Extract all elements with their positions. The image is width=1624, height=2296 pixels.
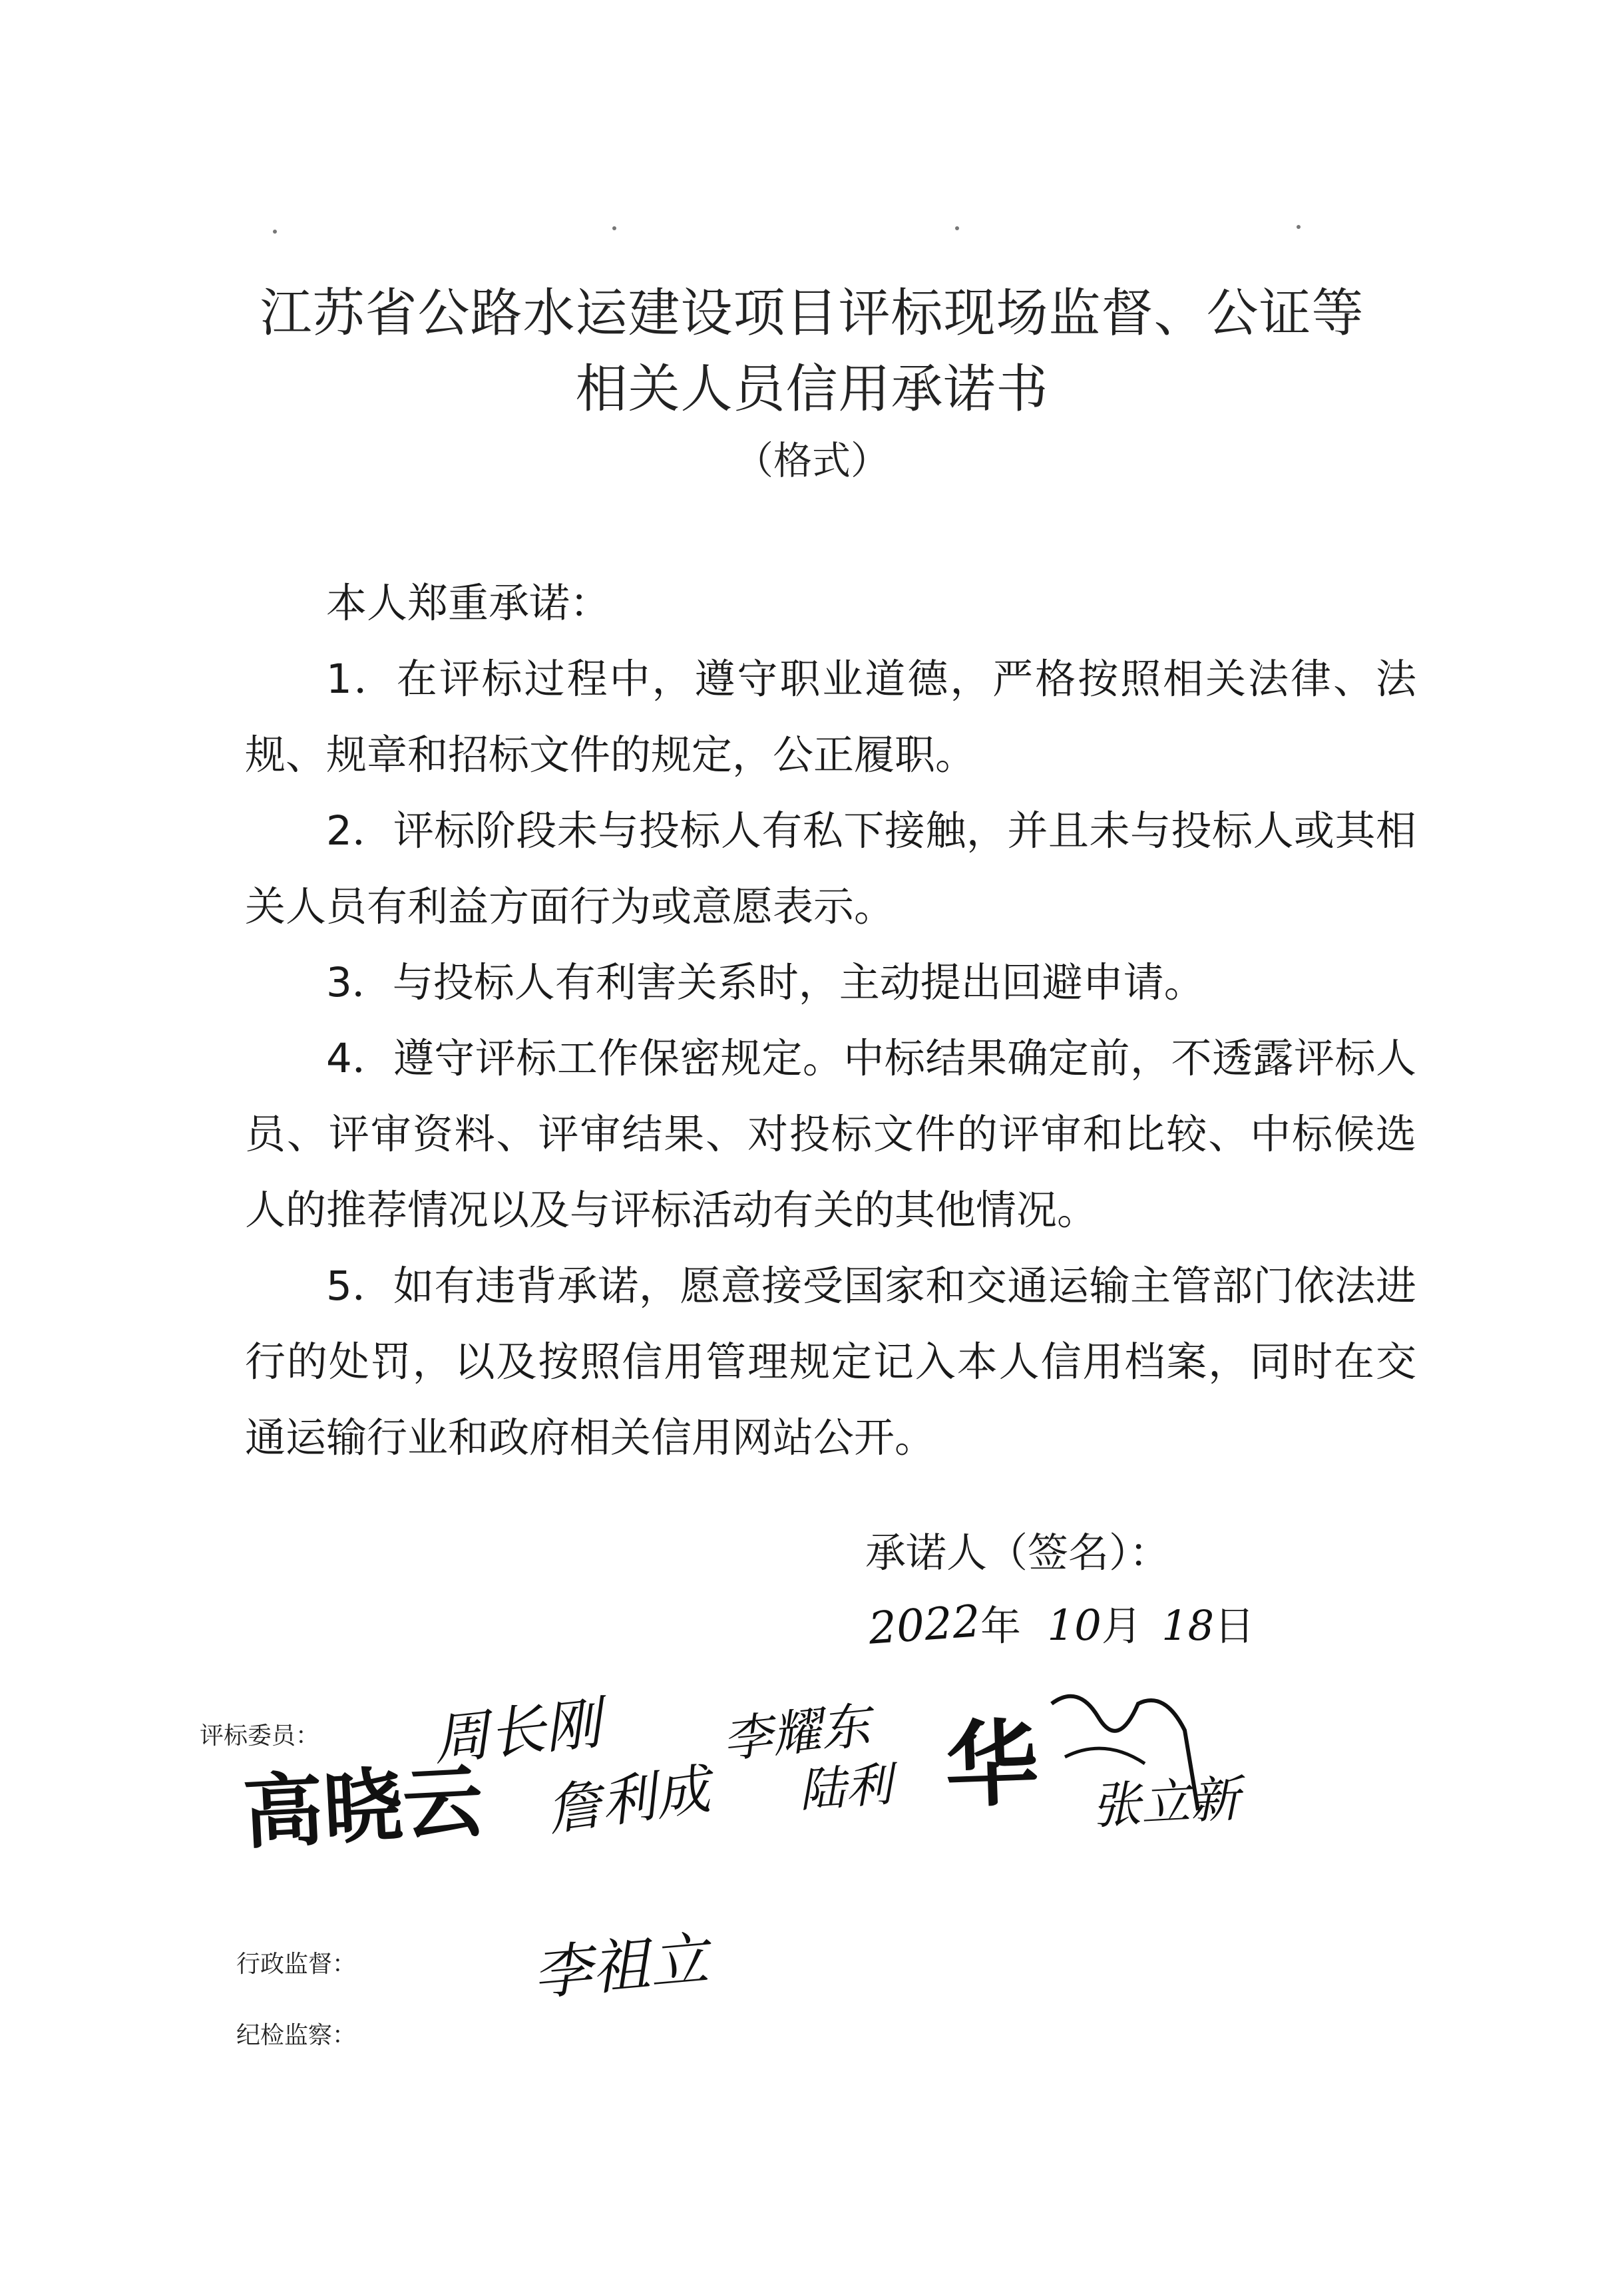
committee-signature-5: 陆利 (797, 1757, 895, 1818)
commitment-item-4: 4．遵守评标工作保密规定。中标结果确定前，不透露评标人员、评审资料、评审结果、对投标文件的评审和比较、中标候选人的推荐情况以及与评标活动有关的其他情况。 (245, 1035, 1416, 1234)
scan-dot (273, 230, 277, 234)
document-title-line1: 江苏省公路水运建设项目评标现场监督、公证等 (260, 284, 1364, 343)
date-month-label: 月 (1101, 1603, 1142, 1650)
committee-signature-7: 张立新 (1090, 1770, 1241, 1835)
committee-signature-2: 周长刚 (430, 1690, 604, 1773)
signatory-label: 承诺人（签名）： (865, 1529, 1170, 1577)
date-month-handwritten: 10 (1047, 1601, 1102, 1650)
commitment-body (245, 566, 1416, 1476)
date-day-label: 日 (1214, 1603, 1255, 1650)
commitment-item-5: 5．如有违背承诺，愿意接受国家和交通运输主管部门依法进行的处罚，以及按照信用管理规定记入本人信用档案，同时在交通运输行业和政府相关信用网站公开。 (245, 1262, 1416, 1461)
date-day-handwritten: 18 (1161, 1601, 1215, 1650)
scan-dot (1297, 225, 1301, 229)
committee-signature-1: 高晓云 (241, 1754, 485, 1861)
committee-signature-3: 詹利成 (542, 1758, 714, 1843)
committee-label: 评标委员： (200, 1722, 320, 1750)
opening-line: 本人郑重承诺： (326, 580, 611, 627)
committee-signature-6: 华 (943, 1708, 1041, 1821)
commitment-item-1: 1．在评标过程中，遵守职业道德，严格按照相关法律、法规、规章和招标文件的规定，公正履职。 (245, 656, 1416, 779)
admin-supervision-signature: 李祖立 (530, 1924, 711, 2009)
scan-dot (612, 226, 616, 230)
commitment-item-2: 2．评标阶段未与投标人有私下接触，并且未与投标人或其相关人员有利益方面行为或意愿表示。 (245, 807, 1416, 930)
date-line (869, 1594, 1255, 1652)
admin-supervision-label: 行政监督： (236, 1951, 357, 1978)
document-title-line2: 相关人员信用承诺书 (575, 359, 1049, 419)
committee-signature-4: 李耀东 (719, 1696, 873, 1770)
signature-flourish (1038, 1677, 1225, 1837)
date-year-label: 年 (980, 1603, 1021, 1650)
discipline-label: 纪检监察： (236, 2022, 357, 2049)
document-subtitle: （格式） (734, 438, 889, 483)
date-year-handwritten: 2022 (867, 1595, 982, 1654)
commitment-item-3: 3．与投标人有利害关系时，主动提出回避申请。 (326, 959, 1205, 1006)
scan-dot (955, 226, 959, 230)
